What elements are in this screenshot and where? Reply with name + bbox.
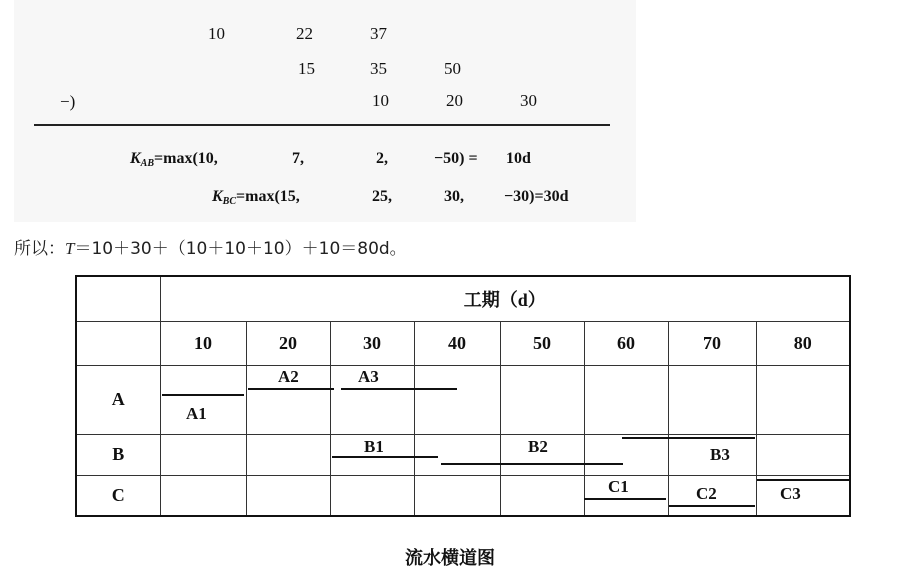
task-bar-c3 [757, 479, 849, 481]
corner-cell [76, 321, 160, 365]
task-label: C2 [696, 484, 717, 503]
conclusion-prefix: 所以： [14, 239, 65, 259]
kbc-formula [212, 188, 300, 206]
task-bar-c1 [584, 498, 666, 500]
task-bar-a1 [162, 394, 244, 396]
row-label: A [76, 365, 160, 434]
column-header: 40 [414, 321, 500, 365]
k-subscript: AB [140, 158, 155, 169]
row2-value: 50 [444, 59, 461, 78]
task-label: B2 [528, 437, 548, 456]
row1-value: 22 [296, 24, 313, 43]
column-header: 70 [668, 321, 756, 365]
column-header: 10 [160, 321, 246, 365]
schedule-table [75, 275, 851, 517]
kbc-part: −30)=30d [504, 188, 569, 205]
column-header: 30 [330, 321, 414, 365]
kab-part: =max(10, [154, 150, 218, 167]
row-label: B [76, 434, 160, 475]
task-bar-a3 [341, 388, 457, 390]
kab-part: 2, [376, 150, 388, 167]
conclusion-line [14, 234, 407, 259]
kab-part: 7, [292, 150, 304, 167]
column-header: 20 [246, 321, 330, 365]
conclusion-expression: ＝10＋30＋（10＋10＋10）＋10＝80d。 [74, 239, 407, 259]
task-label: A1 [186, 404, 207, 423]
row3-value: 10 [372, 91, 389, 110]
row2-value: 15 [298, 59, 315, 78]
row3-value: 20 [446, 91, 463, 110]
kab-part: 10d [506, 150, 531, 167]
subtraction-rule [34, 124, 610, 126]
task-bar-b2 [441, 463, 623, 465]
kbc-part: 25, [372, 188, 392, 205]
row2-value: 35 [370, 59, 387, 78]
row1-value: 10 [208, 24, 225, 43]
kbc-part: =max(15, [236, 188, 300, 205]
task-label: A3 [358, 367, 379, 386]
corner-cell [76, 276, 160, 321]
calculation-block [14, 0, 636, 222]
task-label: B1 [364, 437, 384, 456]
kab-formula [130, 150, 218, 168]
task-bar-b3 [622, 437, 755, 439]
row3-value: 30 [520, 91, 537, 110]
task-label: C3 [780, 484, 801, 503]
k-symbol: K [212, 188, 223, 205]
kab-part: −50) = [434, 150, 478, 167]
k-subscript: BC [222, 196, 237, 207]
task-bar-b1 [332, 456, 438, 458]
row-label: C [76, 475, 160, 516]
k-symbol: K [130, 150, 141, 167]
task-label: A2 [278, 367, 299, 386]
task-bar-c2 [669, 505, 755, 507]
column-header: 60 [584, 321, 668, 365]
schedule-header: 工期（d） [160, 276, 850, 321]
figure-caption: 流水横道图 [405, 548, 495, 569]
column-header: 80 [756, 321, 850, 365]
row1-value: 37 [370, 24, 387, 43]
subtract-sign: −) [60, 92, 76, 111]
column-header: 50 [500, 321, 584, 365]
task-label: B3 [710, 445, 730, 464]
task-label: C1 [608, 477, 629, 496]
kbc-part: 30, [444, 188, 464, 205]
conclusion-var: T [65, 239, 75, 258]
task-bar-a2 [248, 388, 334, 390]
